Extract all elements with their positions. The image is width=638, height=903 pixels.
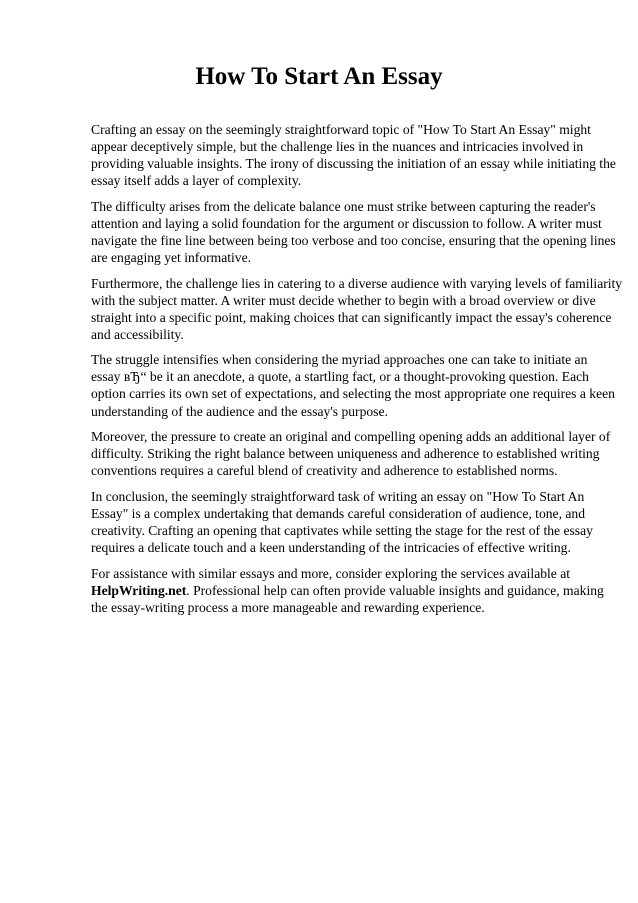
paragraph-line: requires a delicate touch and a keen understanding of the intricacies of effective writing. bbox=[91, 540, 571, 556]
paragraph-line: creativity. Crafting an opening that captivates while setting the stage for the rest of the essay bbox=[91, 522, 593, 538]
paragraph-2 bbox=[91, 198, 616, 266]
paragraph-line: understanding of the audience and the essay's purpose. bbox=[91, 403, 388, 419]
paragraph-5 bbox=[91, 428, 611, 479]
paragraph-line: difficulty. Striking the right balance between uniqueness and adherence to established writing bbox=[91, 446, 600, 462]
paragraph-line bbox=[91, 582, 604, 599]
paragraph-line: and accessibility. bbox=[91, 326, 184, 342]
paragraph-line: are engaging yet informative. bbox=[91, 250, 252, 266]
paragraph-line: The struggle intensifies when considering the myriad approaches one can take to initiate an bbox=[91, 352, 588, 368]
paragraph-line: Crafting an essay on the seemingly straightforward topic of "How To Start An Essay" might bbox=[91, 122, 591, 137]
essay-body bbox=[91, 121, 623, 624]
paragraph-line: Moreover, the pressure to create an original and compelling opening adds an additional layer of bbox=[91, 429, 611, 445]
paragraph-line: appear deceptively simple, but the challenge lies in the nuances and intricacies involved in bbox=[91, 139, 584, 155]
brand-name: HelpWriting.net bbox=[91, 582, 187, 598]
paragraph-4 bbox=[91, 351, 615, 419]
paragraph-line: essay вЂ“ be it an anecdote, a quote, a startling fact, or a thought-provoking question. Each bbox=[91, 369, 589, 385]
page-title: How To Start An Essay bbox=[195, 63, 443, 90]
paragraph-line: navigate the fine line between being too verbose and too concise, ensuring that the opening lines bbox=[91, 232, 616, 248]
paragraph-1 bbox=[91, 121, 616, 189]
paragraph-6 bbox=[91, 488, 597, 556]
paragraph-line: providing valuable insights. The irony of discussing the initiation of an essay while initiating the bbox=[91, 156, 616, 172]
paragraph-line: the essay-writing process a more manageable and rewarding experience. bbox=[91, 599, 485, 615]
paragraph-line: In conclusion, the seemingly straightforward task of writing an essay on "How To Start An bbox=[91, 488, 585, 504]
paragraph-line: For assistance with similar essays and more, consider exploring the services available at bbox=[91, 565, 571, 581]
paragraph-line-rest: . Professional help can often provide valuable insights and guidance, making bbox=[186, 582, 604, 598]
paragraph-line: Essay" is a complex undertaking that demands careful consideration of audience, tone, and bbox=[91, 505, 586, 521]
paragraph-3 bbox=[91, 275, 623, 343]
closing-paragraph bbox=[91, 565, 604, 616]
paragraph-line: conventions requires a careful blend of creativity and adherence to established norms. bbox=[91, 463, 558, 479]
paragraph-line: attention and laying a solid foundation for the argument or discussion to follow. A writer must bbox=[91, 215, 602, 231]
paragraph-line: option carries its own set of expectations, and selecting the most appropriate one requires a keen bbox=[91, 386, 615, 402]
paragraph-line: straight into a specific point, making choices that can significantly impact the essay's coherence bbox=[91, 309, 612, 325]
paragraph-line: with the subject matter. A writer must decide whether to begin with a broad overview or dive bbox=[91, 292, 596, 308]
paragraph-line: Furthermore, the challenge lies in catering to a diverse audience with varying levels of familiarity bbox=[91, 275, 623, 291]
paragraph-line: essay itself adds a layer of complexity. bbox=[91, 173, 302, 189]
paragraph-line: The difficulty arises from the delicate balance one must strike between capturing the reader's bbox=[91, 198, 596, 214]
